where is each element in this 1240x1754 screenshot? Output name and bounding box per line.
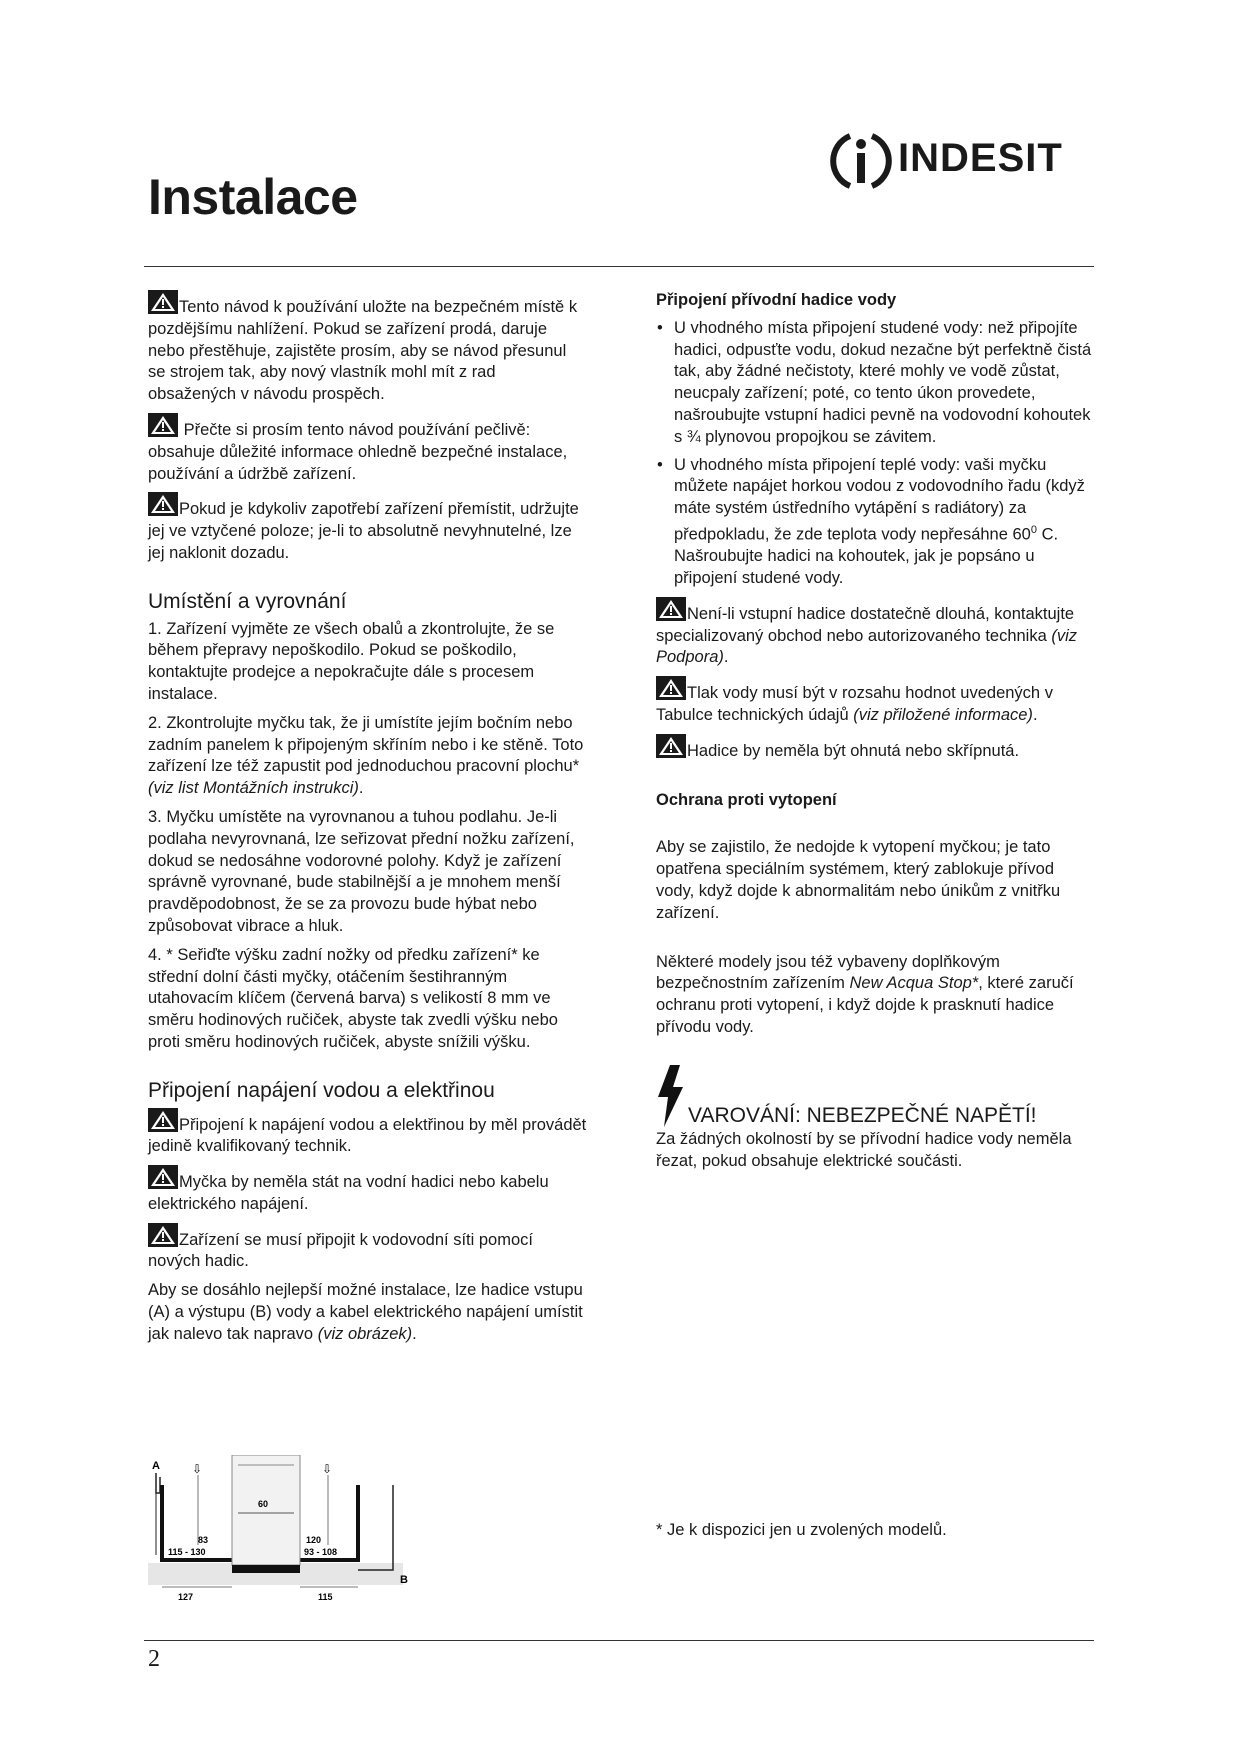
warning-triangle-icon — [656, 734, 686, 758]
list-item-end: . — [358, 779, 364, 798]
connection-paragraph — [148, 1280, 588, 1345]
hose-a — [156, 1473, 160, 1493]
bullet-text: U vhodného místa připojení studené vody: než připojíte hadici, odpusťte vodu, dokud nezačne být perfektně čistá tak, aby žádné nečistoty, které mohly ve vodě zůstat, neucpaly zařízení; poté, co tento úkon provedete, našroubujte vstupní hadici pevně na vodovodní kohoutek s ¾ plynovou propojkou se závitem. — [674, 318, 1092, 446]
brand-name: INDESIT — [898, 136, 1063, 180]
intro-paragraph — [148, 413, 588, 485]
warning-text: Tlak vody musí být v rozsahu hodnot uvedených v Tabulce technických údajů — [656, 684, 1053, 725]
list-item — [148, 713, 588, 800]
warning-ref: (viz přiložené informace) — [853, 706, 1033, 725]
dishwasher-base — [232, 1565, 300, 1573]
dim-127: 127 — [178, 1592, 194, 1602]
footnote: * Je k dispozici jen u zvolených modelů. — [656, 1521, 947, 1539]
warning-ref: (viz Podpora) — [656, 626, 1078, 667]
warning-end: . — [723, 648, 729, 667]
page-title: Instalace — [148, 169, 358, 225]
hose-b — [358, 1485, 393, 1570]
warning-text: Myčka by neměla stát na vodní hadici nebo kabelu elektrického napájení. — [148, 1173, 549, 1213]
indesit-logo — [828, 128, 1064, 194]
dim-115-130: 115 - 130 — [168, 1547, 206, 1557]
tap-left-icon: ⇩ — [192, 1462, 203, 1476]
acqua-stop-end: , které zaručí ochranu proti vytopení, i když dojde k prasknutí hadice přívodu vody. — [656, 974, 1074, 1037]
warning-text: Zařízení se musí připojit k vodovodní síti pomocí nových hadic. — [148, 1230, 533, 1271]
list-item: 4. * Seřiďte výšku zadní nožky od předku zařízení* ke střední dolní části myčky, otáčením šestihranným utahovacím klíčem (červená barva) s velikostí 8 mm ve směru hodinových ručiček, abyste tak zvedli výšku nebo proti směru hodinových ručiček, abyste snížili výšku. — [148, 945, 558, 1051]
warning-triangle-icon — [148, 492, 178, 516]
warning-paragraph — [656, 734, 1096, 763]
intro-text-1: Tento návod k používání uložte na bezpečném místě k pozdějšímu nahlížení. Pokud se zařízení prodá, daruje nebo přestěhuje, zajistěte prosím, aby se návod přesunul se strojem tak, aby nový vlastník mohl mít z rad obsažených v návodu prospěch. — [148, 298, 578, 404]
section-heading-connection: Připojení napájení vodou a elektřinou — [148, 1078, 495, 1102]
warning-triangle-icon — [148, 1223, 178, 1247]
bullet-icon: • — [657, 318, 663, 337]
inlet-bullets — [656, 318, 1096, 590]
connection-ref: (viz obrázek) — [317, 1324, 413, 1343]
list-item — [656, 318, 1096, 449]
warning-paragraph — [148, 1108, 588, 1159]
bullet-text: U vhodného místa připojení teplé vody: vaši myčku můžete napájet horkou vodou z vodovodního řadu (když máte systém ústředního vytápění s radiátory) za předpokladu, že zde teplota vody nepřesáhne 60 — [674, 455, 1085, 544]
flood-paragraph: Aby se zajistilo, že nedojde k vytopení myčkou; je tato opatřena speciálním systémem, který zablokuje přívod vody, když dojde k abnormalitám nebo únikům z vnitřku zařízení. — [656, 838, 1061, 922]
heading-flood-protection: Ochrana proti vytopení — [656, 790, 837, 809]
warning-paragraph — [148, 1223, 588, 1274]
top-rule — [144, 266, 1094, 267]
superscript: 0 — [1030, 523, 1037, 536]
warning-triangle-icon — [148, 1108, 178, 1132]
right-column — [656, 290, 1096, 1179]
acqua-stop-text: Některé modely jsou též vybaveny doplňkovým bezpečnostním zařízením — [656, 952, 1000, 993]
list-item: 1. Zařízení vyjměte ze všech obalů a zkontrolujte, že se během přepravy nepoškodilo. Pokud se poškodilo, kontaktujte prodejce a nepokračujte dále s procesem instalace. — [148, 619, 555, 703]
list-item-text: 2. Zkontrolujte myčku tak, že ji umístíte jejím bočním nebo zadním panelem k připojeným skříním nebo i ke stěně. Toto zařízení lze též zapustit pod jednoduchou pracovní plochu* — [148, 713, 584, 776]
dim-60: 60 — [258, 1499, 269, 1509]
bullet-text-end: C. Našroubujte hadici na kohoutek, jak je popsáno u připojení studené vody. — [674, 525, 1059, 588]
list-item-ref: (viz list Montážních instrukci) — [148, 779, 359, 798]
connection-end: . — [412, 1324, 417, 1343]
page-number: 2 — [148, 1646, 160, 1672]
connection-text: Aby se dosáhlo nejlepší možné instalace, lze hadice vstupu (A) a výstupu (B) vody a kabel elektrického napájení umístit jak nalevo tak napravo — [148, 1281, 583, 1343]
warning-text: Připojení k napájení vodou a elektřinou by měl provádět jedině kvalifikovaný technik. — [148, 1115, 587, 1156]
label-a: A — [152, 1460, 160, 1472]
acqua-stop-paragraph — [656, 952, 1096, 1039]
intro-paragraph — [148, 290, 588, 406]
warning-paragraph — [656, 676, 1096, 727]
list-item: 3. Myčku umístěte na vyrovnanou a tuhou podlahu. Je-li podlaha nevyrovnaná, lze seřizovat přední nožku zařízení, dokud se nedosáhne vodorovné polohy. Když je zařízení správně vyrovnané, bude stabilnější a je mnohem menší pravděpodobnost, že se za provozu bude hýbat nebo způsobovat vibrace a hluk. — [148, 807, 575, 935]
warning-triangle-icon — [656, 676, 686, 700]
installation-diagram — [148, 1455, 438, 1605]
warning-end: . — [1032, 706, 1038, 725]
list-item — [656, 455, 1096, 590]
warning-text: Není-li vstupní hadice dostatečně dlouhá, kontaktujte specializovaný obchod nebo autorizovaného technika — [656, 604, 1075, 645]
heading-inlet-hose: Připojení přívodní hadice vody — [656, 291, 897, 309]
bullet-icon: • — [657, 455, 663, 474]
warning-text: Hadice by neměla být ohnutá nebo skřípnutá. — [687, 741, 1020, 760]
warning-triangle-icon — [148, 1165, 178, 1189]
lightning-bolt-icon — [656, 1065, 686, 1127]
dishwasher-body — [232, 1455, 300, 1565]
dim-120: 120 — [306, 1535, 322, 1545]
label-b: B — [400, 1574, 408, 1586]
warning-paragraph — [148, 1165, 588, 1216]
warning-triangle-icon — [656, 597, 686, 621]
dim-93-108: 93 - 108 — [304, 1547, 338, 1557]
warning-paragraph — [656, 597, 1096, 669]
voltage-paragraph: Za žádných okolností by se přívodní hadice vody neměla řezat, pokud obsahuje elektrické součásti. — [656, 1129, 1072, 1170]
intro-paragraph — [148, 492, 588, 564]
dim-83: 83 — [198, 1535, 209, 1545]
section-heading-placement: Umístění a vyrovnání — [148, 589, 347, 613]
dim-115: 115 — [318, 1592, 333, 1602]
left-column — [148, 290, 588, 1353]
warning-triangle-icon — [148, 413, 178, 437]
acqua-stop-name: New Acqua Stop* — [849, 974, 979, 993]
tap-right-icon: ⇩ — [322, 1462, 333, 1476]
intro-text-3: Pokud je kdykoliv zapotřebí zařízení přemístit, udržujte jej ve vztyčené poloze; je-li to absolutně nevyhnutelné, lze jej naklonit dozadu. — [148, 500, 579, 562]
voltage-heading-text: VAROVÁNÍ: NEBEZPEČNÉ NAPĚTÍ! — [688, 1104, 1037, 1128]
bottom-rule — [144, 1640, 1094, 1641]
warning-triangle-icon — [148, 290, 178, 314]
voltage-warning-heading — [656, 1065, 1096, 1127]
intro-text-2: Přečte si prosím tento návod používání pečlivě: obsahuje důležité informace ohledně bezpečné instalace, používání a údržbě zařízení. — [148, 420, 568, 483]
